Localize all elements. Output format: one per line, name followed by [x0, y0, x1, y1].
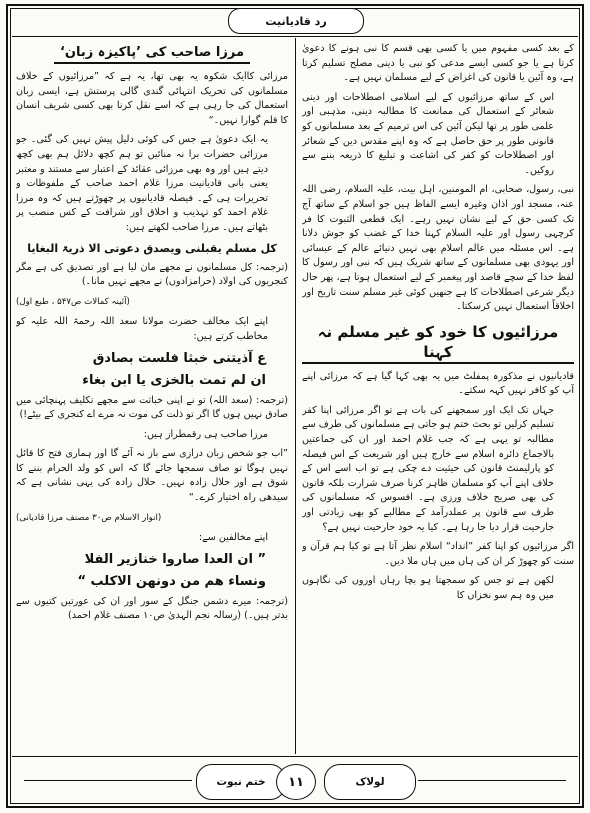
left-column [16, 42, 288, 754]
section-heading-language: مرزا صاحب کی ’پاکیزہ زبان‘ [54, 44, 250, 64]
footer-label-left [196, 764, 286, 800]
left-para-4: مرزا صاحب ہی رقمطراز ہیں: [143, 428, 268, 440]
footer-rule [12, 756, 578, 757]
section-heading-non-muslim: مرزائیوں کا خود کو غیر مسلم نہ کہنا [302, 322, 574, 364]
arabic-couplet-2-line-1: ” ان العدا صاروا خنازیر الفلا [84, 551, 266, 567]
left-para-1: مرزائی کاایک شکوہ یہ بھی تھا، یہ ہے کہ ”مرزائیوں کے خلاف مسلمانوں کی تحریک انتہائی گندی گالی پرستش ہے، ایسی زبان استعمال کی جا رہی ہے کہ اسے نقل کرنا بھی کسی شریف انسان کا قلم گوارا نہیں۔“ [16, 71, 288, 126]
running-header [228, 8, 364, 34]
right-para-6: اگر مرزائیوں کو اپنا کفر ”انداد“ اسلام نظر آتا ہے تو کیا ہم قرآن و سنت کو چھوڑ کر ان کی ہاں میں ہاں ملا دیں۔ [302, 541, 574, 567]
arabic-couplet-line-2: ان لم تمت بالخزی یا ابن بغاء [82, 372, 266, 388]
right-para-2: اس کے ساتھ مرزائیوں کے لیے اسلامی اصطلاحات اور دینی شعائر کے استعمال کی ممانعت کا مطالبہ دینی، مذہبی اور علمی طور پر تھا لیکن آئین کی اس ترمیم کے بعد مسلمانوں کو قانونی طور پر حق حاصل ہے کہ وہ اپنے مقدس دین کے شعائر اور اصطلاحات کو کفر کی اشاعت و تبلیغ کا ذریعہ بننے سے روکیں۔ [302, 91, 554, 176]
translation-3: (ترجمہ: میرے دشمن جنگل کے سور اور ان کی عورتیں کتیوں سے بدتر ہیں۔) (رسالہ نجم الہدیٰ ص۱۰ مصنف غلام احمد) [16, 595, 288, 622]
reference-1: (آئینہ کمالات ص۵۴۷ ، طبع اول) [16, 296, 130, 307]
arabic-couplet-2-line-2: ونساء ھم من دونھن الاکلب “ [77, 573, 266, 589]
arabic-couplet-line-1: ع آذیتنی خبثا فلست بصادق [92, 350, 266, 366]
header-rule [12, 36, 578, 37]
footer-label-right [324, 764, 416, 800]
left-para-5: اپنے مخالفین سے: [198, 532, 268, 544]
quote-1: ”اب جو شخص زبان درازی سے باز نہ آئے گا اور ہماری فتح کا قائل نہیں ہوگا تو صاف سمجھا جائے گا کہ اس کو ولد الحرام بننے کا شوق ہے اور حلال زادہ نہیں۔ حلال زادہ کی یہی نشانی ہے کہ سیدھی راہ اختیار کرے۔“ [16, 448, 288, 504]
right-para-5: جہاں تک ایک اور سمجھنے کی بات ہے تو اگر مرزائی اپنا کفر تسلیم کرلیں تو بحث ختم ہو جاتی ہے مسلمانوں کی طرف سے مطالبہ تو یہی ہے کہ جب غلام احمد اور ان کی جماعتیں بالاجماع دائرہ اسلام سے خارج ہیں اور شریعت کے اس فیصلہ کو پارلیمنٹ قانون کی حیثیت دے چکی ہے تو اب اسے اس کے خلاف اپنے آپ کو مسلمان ظاہر کرنا صرف شرارت بلکہ قانون کی بھی صریح خلاف ورزی ہے۔ افسوس کہ مسلمانوں کی طرف سے قانون پر عملدرآمد کے مطالبے کو بھی زیادتی اور جارحیت قرار دیا جا رہا ہے۔ کیا یہ خود جارحیت نہیں ہے؟ [302, 404, 554, 533]
translation-1: (ترجمہ: کل مسلمانوں نے مجھے مان لیا ہے اور تصدیق کی ہے مگر کنجریوں کی اولاد (حرامزادوں) نے مجھے نہیں مانا۔) [16, 261, 288, 288]
footer-left-text: ختم نبوت [216, 776, 266, 788]
footer-ornament-line-left [24, 780, 192, 781]
running-header-title: رد قادیانیت [265, 14, 327, 28]
page-number [276, 764, 316, 800]
footer-right-text: لولاک [355, 776, 385, 788]
page-number-text: ۱۱ [288, 774, 304, 790]
right-verse: لکھن ہے تو جس کو سمجھتا ہو بچا رہاں اوروں کی نگاہوں میں وہ ہم سو نخزاں کا [302, 575, 554, 601]
translation-2: (ترجمہ: (سعد اللہ) تو نے اپنی خباثت سے مجھے تکلیف پہنچائی میں صادق نہیں ہوں گا اگر تو ذلت کی موت نہ مرے اے کنجری کے بیٹے!) [16, 394, 288, 421]
arabic-quote-1: کل مسلم یقبلنی ویصدق دعوتی الا ذریۃ البغایا [27, 241, 277, 255]
right-column [302, 42, 574, 754]
right-para-4: قادیانیوں نے مذکورہ پمفلٹ میں یہ بھی کہا گیا ہے کہ مرزائی اپنے آپ کو کافر نہیں کہہ سکتے۔ [302, 370, 574, 397]
left-para-3: اپنے ایک مخالف حضرت مولانا سعد اللہ رحمۃ اللہ علیہ کو مخاطب کرتے ہیں: [16, 316, 268, 342]
left-para-2: یہ ایک دعویٰ ہے جس کی کوئی دلیل پیش نہیں کی گئی۔ جو مرزائی حضرات برا نہ منائیں تو ہم کچھ دلائل ہم بھی کچھ دیتے ہیں اور وہ بھی مرزائی عقائد کے اعتبار سے مستند و معتبر یعنی بانی قادیانیت مرزا غلام احمد صاحب کے ملفوظات و تحریرات ہی کے۔ فیصلہ قادیانیوں پر چھوڑتے ہیں کہ وہ مرزا غلام احمد کو تہذیب و اخلاق اور شرافت کے کس منصب پر بٹھاتے ہیں۔ مرزا صاحب لکھتے ہیں: [16, 134, 268, 233]
right-para-1: کے بعد کسی مفہوم میں یا کسی بھی قسم کا نبی ہونے کا دعویٰ کرتا ہے یا جو کسی ایسے مدعی کو نبی یا دینی مصلح تسلیم کرتا ہے، وہ آئین یا قانون کی اغراض کے لیے مسلمان نہیں ہے۔ [302, 43, 574, 84]
column-divider [295, 38, 296, 754]
right-para-3: نبی، رسول، صحابی، ام المومنین، اہل بیت، علیہ السلام، رضی اللہ عنہ، مسجد اور اذان وغیرہ ایسے الفاظ ہیں جو اسلام کے ساتھ آج تک کسی حق کے لیے نشان نہیں رہے۔ ایک قطعی الثبوت کا فر کرچہی رسول اور علیہ السلام کہنا خدا کے غضب کو جوش دلانا ہے۔ اس مسئلہ میں عالم اسلام بھی نہیں دنیائے عالم کے عیسائی اور یہودی بھی مسلمانوں کے ساتھ شریک ہیں کہ نبی اور رسول کا لفظ خدا کے سچے قاصد اور پیغمبر کے لیے استعمال ہوتا ہے، پھر حال دیگر شرعی اصطلاحات کا ہے جنھیں کوئی غیر مسلم سنت تاریخ اور اخلاقاً استعمال نہیں کرسکتا۔ [302, 184, 574, 313]
footer-ornament-line-right [418, 780, 566, 781]
reference-2: (انوار الاسلام ص۳۰ مصنف مرزا قادیانی) [16, 512, 162, 523]
